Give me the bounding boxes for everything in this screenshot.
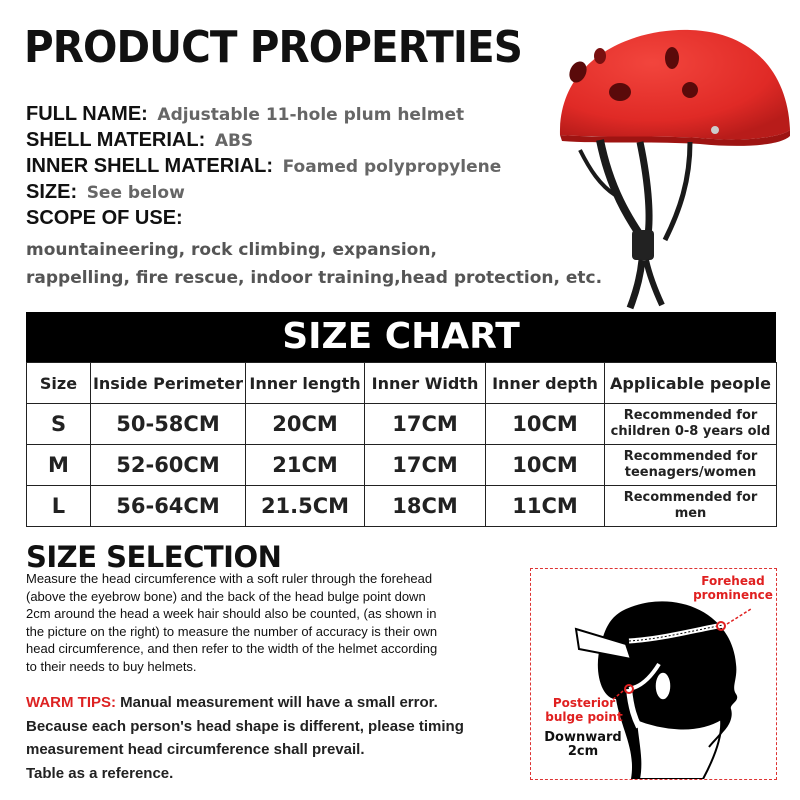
depth-cell: 11CM [486, 486, 605, 527]
full-name-label: FULL NAME: [26, 103, 148, 125]
page-title: PRODUCT PROPERTIES [24, 22, 522, 73]
helmet-image [540, 20, 800, 310]
selection-line: 2cm around the head a week hair should also be counted, (as shown in [26, 606, 437, 622]
people-cell [605, 445, 777, 486]
inner-shell-label: INNER SHELL MATERIAL: [26, 155, 274, 177]
shell-material-row [26, 129, 253, 152]
posterior-text: Posterior [552, 696, 616, 710]
table-row [27, 486, 777, 527]
scope-of-use-text [26, 236, 626, 292]
tips-line: measurement head circumference shall prevail. [26, 741, 365, 758]
inner-shell-value: Foamed polypropylene [282, 157, 502, 177]
size-value: See below [86, 183, 185, 203]
column-header: Applicable people [605, 363, 777, 404]
people-line: Recommended for [623, 449, 758, 464]
selection-line: the picture on the right) to measure the number of accuracy is their own [26, 623, 438, 639]
size-selection-text [26, 570, 516, 676]
size-row [26, 181, 185, 204]
scope-label: SCOPE OF USE: [26, 207, 183, 229]
perimeter-cell: 52-60CM [91, 445, 246, 486]
width-cell: 17CM [365, 404, 486, 445]
column-header: Inner depth [486, 363, 605, 404]
posterior-label [539, 696, 629, 724]
warm-tips [26, 691, 526, 785]
warm-tips-label: WARM TIPS: [26, 694, 116, 711]
size-chart-title: SIZE CHART [26, 312, 776, 362]
size-cell: S [27, 404, 91, 445]
column-header: Size [27, 363, 91, 404]
people-line: Recommended for [623, 408, 758, 423]
selection-line: to their needs to buy helmets. [26, 658, 197, 674]
shell-material-label: SHELL MATERIAL: [26, 129, 206, 151]
people-line: Recommended for [623, 490, 758, 505]
people-line: children 0-8 years old [610, 424, 771, 439]
table-header-row [27, 363, 777, 404]
perimeter-cell: 56-64CM [91, 486, 246, 527]
size-cell: M [27, 445, 91, 486]
length-cell: 20CM [246, 404, 365, 445]
perimeter-cell: 50-58CM [91, 404, 246, 445]
selection-line: head circumference, and then refer to the width of the helmet according [26, 641, 438, 657]
size-selection-title: SIZE SELECTION [26, 540, 282, 574]
bulge-point-text: bulge point [545, 710, 623, 724]
forehead-text: Forehead [701, 574, 765, 588]
people-cell [605, 404, 777, 445]
length-cell: 21CM [246, 445, 365, 486]
downward-text: Downward [544, 730, 622, 745]
full-name-row [26, 103, 464, 126]
table-row [27, 404, 777, 445]
selection-line: (above the eyebrow bone) and the back of the head bulge point down [26, 588, 426, 604]
width-cell: 17CM [365, 445, 486, 486]
shell-material-value: ABS [214, 131, 254, 151]
selection-line: Measure the head circumference with a soft ruler through the forehead [26, 571, 433, 586]
column-header: Inside Perimeter [91, 363, 246, 404]
length-cell: 21.5CM [246, 486, 365, 527]
size-label: SIZE: [26, 181, 78, 203]
size-chart-table [26, 362, 777, 527]
tips-line: Manual measurement will have a small error. [120, 694, 438, 711]
downward-label [537, 731, 629, 759]
people-cell [605, 486, 777, 527]
prominence-text: prominence [693, 588, 773, 602]
table-row [27, 445, 777, 486]
size-cell: L [27, 486, 91, 527]
depth-cell: 10CM [486, 445, 605, 486]
inner-shell-row [26, 155, 501, 178]
two-cm-text: 2cm [567, 744, 599, 759]
scope-line: rappelling, fire rescue, indoor training,head protection, etc. [26, 268, 603, 288]
full-name-value: Adjustable 11-hole plum helmet [157, 105, 465, 125]
measurement-diagram [530, 568, 777, 780]
width-cell: 18CM [365, 486, 486, 527]
people-line: teenagers/women [624, 465, 757, 480]
tips-line: Because each person's head shape is different, please timing [26, 717, 464, 735]
tips-line: Table as a reference. [26, 764, 174, 782]
forehead-label [691, 574, 775, 602]
people-line: men [674, 506, 707, 521]
depth-cell: 10CM [486, 404, 605, 445]
column-header: Inner length [246, 363, 365, 404]
column-header: Inner Width [365, 363, 486, 404]
scope-line: mountaineering, rock climbing, expansion, [26, 240, 437, 260]
